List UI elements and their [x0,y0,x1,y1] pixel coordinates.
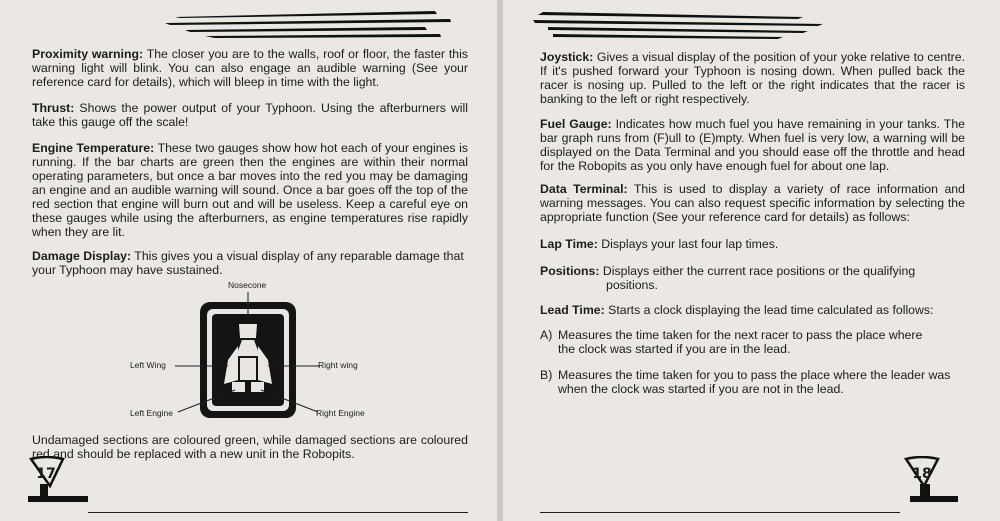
heading-lap-time: Lap Time: [540,237,598,251]
footer-rule-right [540,512,900,513]
label-nosecone: Nosecone [228,280,267,290]
list-item-b: B) Measures the time taken for you to pass the place where the leader was when the clock was started if you are not in the lead. [540,368,951,396]
page-number-right: 18 [912,466,932,482]
right-paragraph-5: Lead Time: Starts a clock displaying the lead time calculated as follows: [540,303,934,317]
label-right-wing: Right wing [318,360,358,370]
heading-engine-temperature: Engine Temperature: [32,141,155,155]
right-paragraph-1: Fuel Gauge: Indicates how much fuel you have remaining in your tanks. The bar graph runs from (F)ull to (E)mpty. When fuel is very low, a warning will be displayed on the Data Terminal and you should ease off the throttle and head for the Robopits as you only have enough fuel for about one lap. [540,117,965,173]
left-page [0,0,497,521]
left-paragraph-2: Engine Temperature: These two gauges show how hot each of your engines is running. If the bar charts are green then the engines are within their normal operating parameters, but once a bar moves into the red you may be damaging an engine and an audible warning will sound. Once a bar goes off the top of the red section that engine will burn out and will be useless. Keep a careful eye on these gauges while using the afterburners, as engine temperatures rise rapidly when they are lit. [32,141,468,239]
header-ornament [165,8,455,40]
footer-rule-left [88,512,468,513]
right-paragraph-0: Joystick: Gives a visual display of the position of your yoke relative to centre. If it's pushed forward your Typhoon is nosing down. When pulled back the racer is nosing up. Pulled to the left or the right indicates that the racer is banking to the left or right respectively. [540,50,965,106]
page-number-left: 17 [36,466,56,482]
page-number-badge-right [898,456,962,511]
label-right-engine: Right Engine [316,408,365,418]
label-left-engine: Left Engine [130,408,174,418]
heading-thrust: Thrust: [32,101,75,115]
left-paragraph-3: Damage Display: This gives you a visual display of any reparable damage that your Typhoon may have sustained. [32,249,464,277]
right-paragraph-2: Data Terminal: This is used to display a variety of race information and warning messages. You can also request specific information by selecting the appropriate function (See your reference card for details) as follows: [540,182,965,224]
label-left-wing: Left Wing [130,360,166,370]
heading-joystick: Joystick: [540,50,594,64]
heading-proximity-warning: Proximity warning: [32,47,144,61]
left-closing-paragraph: Undamaged sections are coloured green, while damaged sections are coloured red and should be replaced with a new unit in the Robopits. [32,433,468,461]
heading-fuel-gauge: Fuel Gauge: [540,117,612,131]
left-paragraph-0: Proximity warning: The closer you are to the walls, roof or floor, the faster this warning light will blink. You can also engage an audible warning (See your reference card for details), which will bleep in time with the light. [32,47,468,89]
heading-data-terminal: Data Terminal: [540,182,628,196]
header-ornament [533,8,833,40]
right-paragraph-4: Positions: Displays either the current race positions or the qualifying positions. [540,264,916,292]
right-paragraph-3: Lap Time: Displays your last four lap times. [540,237,779,251]
list-item-a: A) Measures the time taken for the next racer to pass the place where the clock was started if you are in the lead. [540,328,923,356]
right-page [503,0,1000,521]
ship-damage-icon [120,280,380,425]
heading-lead-time: Lead Time: [540,303,605,317]
heading-damage-display: Damage Display: [32,249,132,263]
page-number-badge-left [28,456,92,511]
left-paragraph-1: Thrust: Shows the power output of your Typhoon. Using the afterburners will take this gauge off the scale! [32,101,468,129]
heading-positions: Positions: [540,264,600,278]
